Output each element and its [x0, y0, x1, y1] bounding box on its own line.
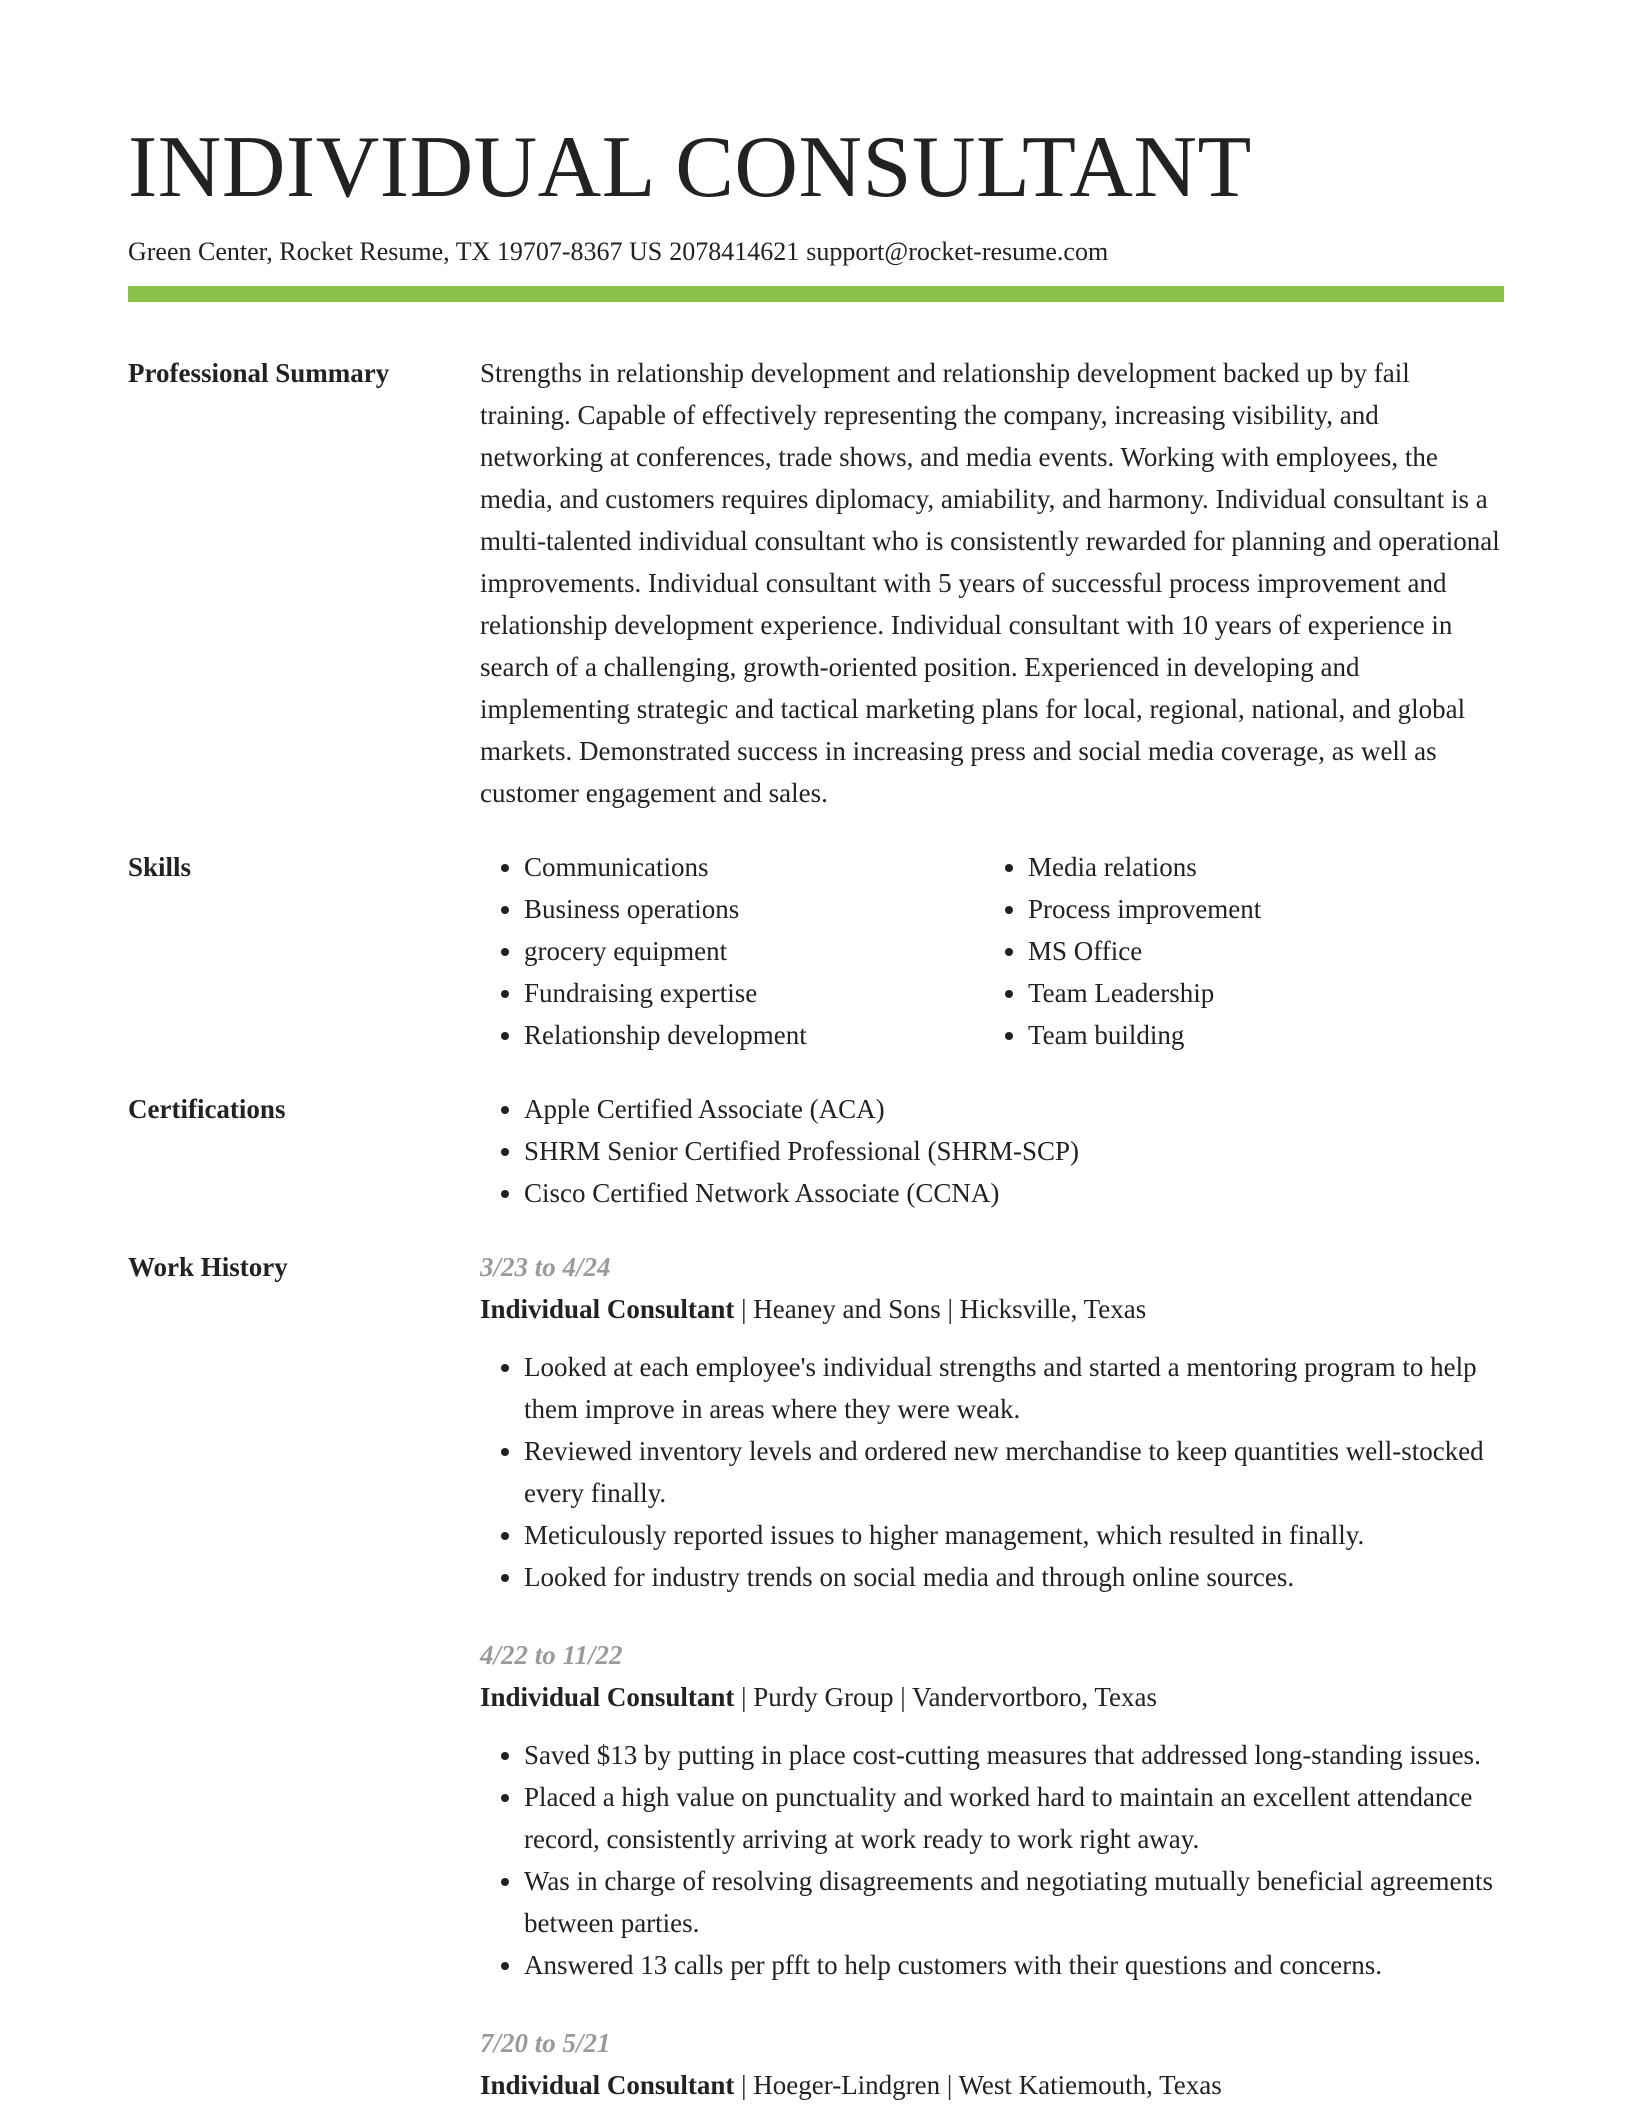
section-title-work-history: Work History — [128, 1252, 288, 1282]
certification-item: • Cisco Certified Network Associate (CCNA) — [524, 1172, 1504, 1214]
skill-item: • Communications — [524, 846, 984, 888]
job-heading — [480, 2064, 1504, 2106]
job-role: Individual Consultant — [480, 2070, 735, 2100]
job-role: Individual Consultant — [480, 1682, 735, 1712]
certifications-section — [128, 1088, 1504, 1214]
skill-item: • Media relations — [1028, 846, 1488, 888]
job-entry — [480, 2022, 1504, 2106]
work-history-body — [480, 1246, 1504, 2106]
job-role: Individual Consultant — [480, 1294, 735, 1324]
contact-address: Green Center, Rocket Resume, TX 19707-8367 US — [128, 237, 663, 266]
job-details: | Hoeger-Lindgren | West Katiemouth, Texas — [734, 2070, 1222, 2100]
summary-section — [128, 352, 1504, 814]
job-bullet: • Answered 13 calls per pfft to help customers with their questions and concerns. — [524, 1944, 1504, 1986]
job-bullet: • Meticulously reported issues to higher management, which resulted in finally. — [524, 1514, 1504, 1556]
summary-text: Strengths in relationship development and relationship development backed up by fail training. Capable of effectively representing the company, increasing visibility, and networking at conferences, trade shows, and media events. Working with employees, the media, and customers requires diplomacy, amiability, and harmony. Individual consultant is a multi-talented individual consultant who is consistently rewarded for planning and operational improvements. Individual consultant with 5 years of successful process improvement and relationship development experience. Individual consultant with 10 years of experience in search of a challenging, growth-oriented position. Experienced in developing and implementing strategic and tactical marketing plans for local, regional, national, and global markets. Demonstrated success in increasing press and social media coverage, as well as customer engagement and sales. — [480, 358, 1500, 808]
job-bullet: • Reviewed inventory levels and ordered new merchandise to keep quantities well-stocked every finally. — [524, 1430, 1504, 1514]
job-bullet: • Looked for industry trends on social media and through online sources. — [524, 1556, 1504, 1598]
skill-item: • Fundraising expertise — [524, 972, 984, 1014]
skills-list-right — [984, 846, 1488, 1056]
work-history-section — [128, 1246, 1504, 2106]
job-dates: 7/20 to 5/21 — [480, 2028, 611, 2058]
skill-item: • grocery equipment — [524, 930, 984, 972]
section-title-skills: Skills — [128, 852, 192, 882]
skill-item: • MS Office — [1028, 930, 1488, 972]
job-bullet: • Saved $13 by putting in place cost-cutting measures that addressed long-standing issues. — [524, 1734, 1504, 1776]
certification-item: • Apple Certified Associate (ACA) — [524, 1088, 1504, 1130]
job-details: | Purdy Group | Vandervortboro, Texas — [734, 1682, 1157, 1712]
job-entry — [480, 1246, 1504, 1598]
skill-item: • Relationship development — [524, 1014, 984, 1056]
skill-item: • Process improvement — [1028, 888, 1488, 930]
skills-section — [128, 846, 1504, 1056]
section-title-certifications: Certifications — [128, 1094, 286, 1124]
job-bullet: • Looked at each employee's individual strengths and started a mentoring program to help them improve in areas where they were weak. — [524, 1346, 1504, 1430]
job-bullets — [480, 1346, 1504, 1598]
job-bullet: • Was in charge of resolving disagreements and negotiating mutually beneficial agreements between parties. — [524, 1860, 1504, 1944]
contact-email: support@rocket-resume.com — [806, 237, 1109, 266]
certifications-list — [480, 1088, 1504, 1214]
section-title-summary: Professional Summary — [128, 358, 390, 388]
job-dates: 3/23 to 4/24 — [480, 1252, 611, 1282]
accent-divider — [128, 286, 1504, 302]
skills-body — [480, 846, 1504, 1056]
resume-page — [128, 0, 1504, 2106]
certification-item: • SHRM Senior Certified Professional (SHRM-SCP) — [524, 1130, 1504, 1172]
skill-item: • Team building — [1028, 1014, 1488, 1056]
job-dates: 4/22 to 11/22 — [480, 1640, 623, 1670]
job-details: | Heaney and Sons | Hicksville, Texas — [734, 1294, 1147, 1324]
contact-line — [128, 236, 1504, 268]
skill-item: • Team Leadership — [1028, 972, 1488, 1014]
skills-list-left — [480, 846, 984, 1056]
job-bullets — [480, 1734, 1504, 1986]
certifications-body — [480, 1088, 1504, 1214]
contact-phone: 2078414621 — [669, 237, 800, 266]
job-heading — [480, 1676, 1504, 1718]
page-title: INDIVIDUAL CONSULTANT — [128, 119, 1252, 216]
job-heading — [480, 1288, 1504, 1330]
skill-item: • Business operations — [524, 888, 984, 930]
job-bullet: • Placed a high value on punctuality and worked hard to maintain an excellent attendance record, consistently arriving at work ready to work right away. — [524, 1776, 1504, 1860]
job-entry — [480, 1634, 1504, 1986]
summary-body — [480, 352, 1504, 814]
